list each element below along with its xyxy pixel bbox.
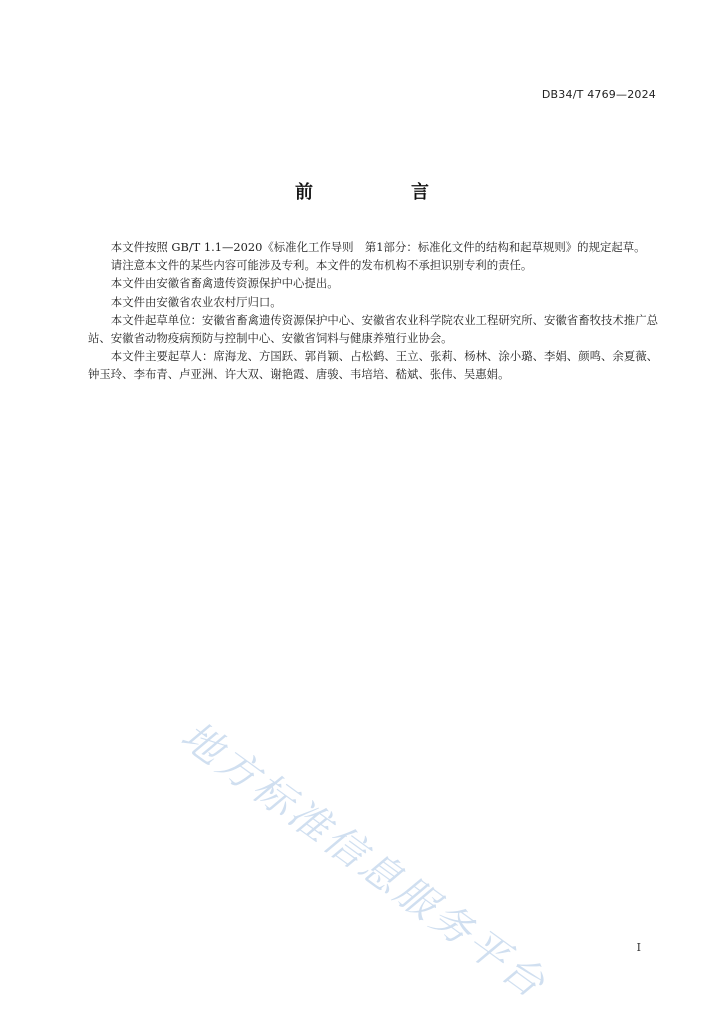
paragraph-centralized-unit: 本文件由安徽省农业农村厅归口。 — [110, 294, 282, 309]
watermark: 地方标准信息服务平台 — [172, 712, 556, 1009]
paragraph-proposer: 本文件由安徽省畜禽遗传资源保护中心提出。 — [110, 276, 339, 291]
paragraph-drafting-units: 本文件起草单位：安徽省畜禽遗传资源保护中心、安徽省农业科学院农业工程研究所、安徽省畜牧技术推广总站、安徽省动物疫病预防与控制中心、安徽省饲料与健康养殖行业协会。 — [88, 312, 658, 346]
page-title: 前 言 — [295, 182, 469, 203]
paragraph-drafting-basis: 本文件按照 GB/T 1.1—2020《标准化工作导则 第1部分：标准化文件的结构和起草规则》的规定起草。 — [110, 240, 646, 254]
standard-code: DB34/T 4769—2024 — [541, 88, 656, 101]
page-number: I — [636, 941, 641, 954]
paragraph-patent-notice: 请注意本文件的某些内容可能涉及专利。本文件的发布机构不承担识别专利的责任。 — [110, 258, 533, 273]
paragraph-drafters: 本文件主要起草人：席海龙、方国跃、郭肖颖、占松鹤、王立、张莉、杨林、涂小璐、李娟、颜鸣、余夏薇、钟玉玲、李布青、卢亚洲、许大双、谢艳霞、唐骏、韦培培、嵇斌、张伟、吴惠娟。 — [88, 349, 658, 382]
foreword-body — [88, 238, 658, 384]
